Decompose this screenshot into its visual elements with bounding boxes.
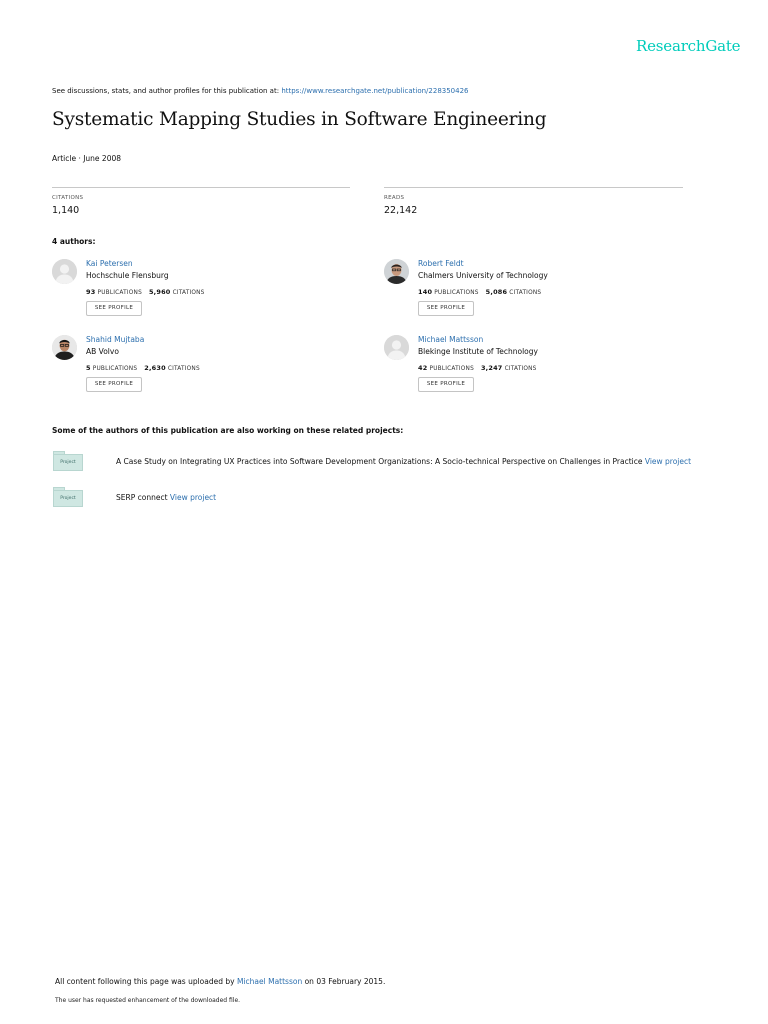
author-citations-label: CITATIONS: [172, 290, 205, 296]
project-title: SERP connect: [116, 493, 168, 502]
author-institution: AB Volvo: [86, 347, 119, 356]
publications-count: 42: [418, 364, 428, 372]
author-card-kai-petersen: [52, 259, 352, 325]
see-profile-button[interactable]: SEE PROFILE: [86, 301, 142, 316]
upload-notice: [55, 977, 385, 986]
authors-heading: 4 authors:: [52, 237, 96, 246]
project-item: [116, 493, 216, 502]
project-icon-label: Project: [53, 454, 83, 471]
author-stats: [418, 364, 537, 372]
enhancement-notice: The user has requested enhancement of the downloaded file.: [55, 997, 241, 1004]
see-profile-button[interactable]: SEE PROFILE: [418, 377, 474, 392]
author-citations-label: CITATIONS: [167, 366, 200, 372]
author-citations-count: 2,630: [144, 364, 166, 372]
publications-count: 140: [418, 288, 433, 296]
view-project-link[interactable]: View project: [644, 457, 692, 466]
reads-divider: [384, 187, 683, 188]
avatar-placeholder-icon[interactable]: [384, 335, 409, 360]
project-folder-icon: [52, 451, 82, 471]
author-card-robert-feldt: [384, 259, 684, 325]
author-institution: Chalmers University of Technology: [418, 271, 548, 280]
author-card-michael-mattsson: [384, 335, 684, 401]
researchgate-logo[interactable]: ResearchGate: [636, 37, 741, 55]
publication-title: Systematic Mapping Studies in Software Engineering: [52, 109, 547, 130]
author-name-link[interactable]: Robert Feldt: [418, 259, 464, 268]
related-projects-heading: Some of the authors of this publication are also working on these related projects:: [52, 426, 404, 435]
publication-meta: Article · June 2008: [52, 154, 122, 163]
author-name-link[interactable]: Kai Petersen: [86, 259, 133, 268]
see-discussions-text: See discussions, stats, and author profiles for this publication at:: [52, 87, 282, 95]
publications-label: PUBLICATIONS: [434, 290, 479, 296]
project-item: [116, 457, 691, 466]
author-stats: [86, 288, 205, 296]
publication-link-line: [52, 87, 469, 95]
author-photo-icon[interactable]: [384, 259, 409, 284]
author-card-shahid-mujtaba: [52, 335, 352, 401]
author-citations-count: 5,960: [148, 288, 171, 296]
publications-label: PUBLICATIONS: [429, 366, 474, 372]
citations-divider: [52, 187, 350, 188]
see-profile-button[interactable]: SEE PROFILE: [86, 377, 142, 392]
author-citations-label: CITATIONS: [504, 366, 537, 372]
see-profile-button[interactable]: SEE PROFILE: [418, 301, 474, 316]
author-citations-count: 5,086: [485, 288, 508, 296]
reads-count: 22,142: [384, 205, 418, 216]
publication-url-link[interactable]: https://www.researchgate.net/publication/228350426: [281, 87, 469, 95]
project-folder-icon: [52, 487, 82, 507]
project-title: A Case Study on Integrating UX Practices into Software Development Organizations: A Socio-technical Perspective on Challenges in Practice: [116, 457, 643, 466]
author-name-link[interactable]: Shahid Mujtaba: [86, 335, 145, 344]
publications-label: PUBLICATIONS: [92, 366, 138, 372]
author-citations-label: CITATIONS: [509, 290, 542, 296]
author-stats: [86, 364, 200, 372]
project-icon-label: Project: [53, 490, 83, 507]
upload-suffix: on 03 February 2015.: [302, 977, 386, 986]
publications-count: 5: [86, 364, 91, 372]
publications-count: 93: [86, 288, 96, 296]
publications-label: PUBLICATIONS: [97, 290, 142, 296]
author-name-link[interactable]: Michael Mattsson: [418, 335, 484, 344]
author-stats: [418, 288, 541, 296]
upload-prefix: All content following this page was uploaded by: [55, 977, 237, 986]
author-institution: Blekinge Institute of Technology: [418, 347, 538, 356]
avatar-placeholder-icon[interactable]: [52, 259, 77, 284]
uploader-link[interactable]: Michael Mattsson: [236, 977, 303, 986]
citations-label: CITATIONS: [52, 195, 84, 201]
author-citations-count: 3,247: [480, 364, 503, 372]
reads-label: READS: [384, 195, 405, 201]
author-institution: Hochschule Flensburg: [86, 271, 169, 280]
author-photo-icon[interactable]: [52, 335, 77, 360]
view-project-link[interactable]: View project: [169, 493, 217, 502]
citations-count: 1,140: [52, 205, 80, 216]
